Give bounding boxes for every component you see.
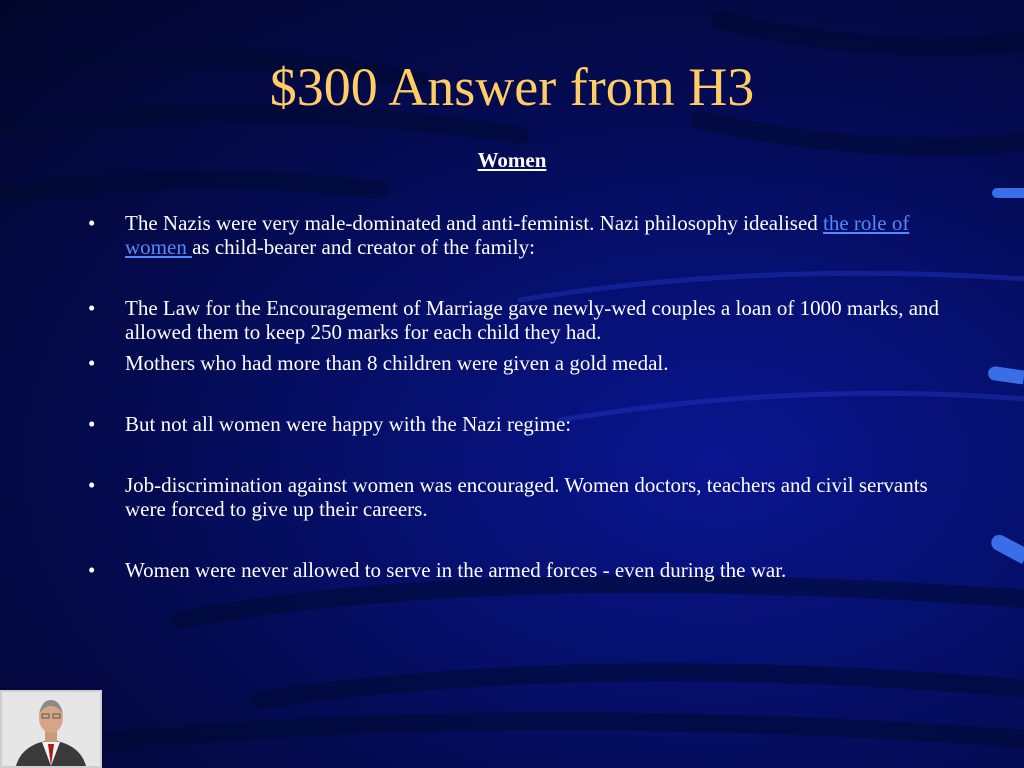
- bullet-glyph: •: [88, 351, 96, 375]
- role-of-women-link[interactable]: the role of women: [125, 211, 910, 259]
- slide-title: $300 Answer from H3: [269, 57, 755, 117]
- bullet-text: But not all women were happy with the Nazi regime:: [125, 412, 572, 436]
- bullet-text: The Law for the Encouragement of Marriage gave newly-wed couples a loan of 1000 marks, and allowed them to keep 250 marks for each child they had.: [125, 296, 940, 344]
- slide-subtitle: Women: [477, 148, 547, 172]
- bullet-glyph: •: [88, 558, 96, 582]
- list-item: [88, 351, 948, 375]
- bullet-glyph: •: [88, 211, 96, 235]
- bullet-text: Mothers who had more than 8 children were given a gold medal.: [125, 351, 669, 375]
- bullet-glyph: •: [88, 473, 96, 497]
- edge-accent-1: [992, 188, 1024, 198]
- bullet-glyph: •: [88, 412, 96, 436]
- host-portrait-image: [2, 692, 100, 766]
- bullet-text: The Nazis were very male-dominated and anti-feminist. Nazi philosophy idealised: [125, 211, 824, 235]
- bullet-glyph: •: [88, 296, 96, 320]
- list-item: [88, 473, 948, 521]
- list-item: [88, 558, 948, 582]
- bullet-text: Women were never allowed to serve in the armed forces - even during the war.: [125, 558, 787, 582]
- list-item: [88, 211, 948, 259]
- list-item: [88, 296, 948, 344]
- bullet-text: as child-bearer and creator of the family:: [192, 235, 535, 259]
- bullet-text: Job-discrimination against women was encouraged. Women doctors, teachers and civil servants were forced to give up their careers.: [125, 473, 928, 521]
- bullet-list: [88, 211, 948, 582]
- host-photo[interactable]: [0, 690, 102, 768]
- list-item: [88, 412, 948, 436]
